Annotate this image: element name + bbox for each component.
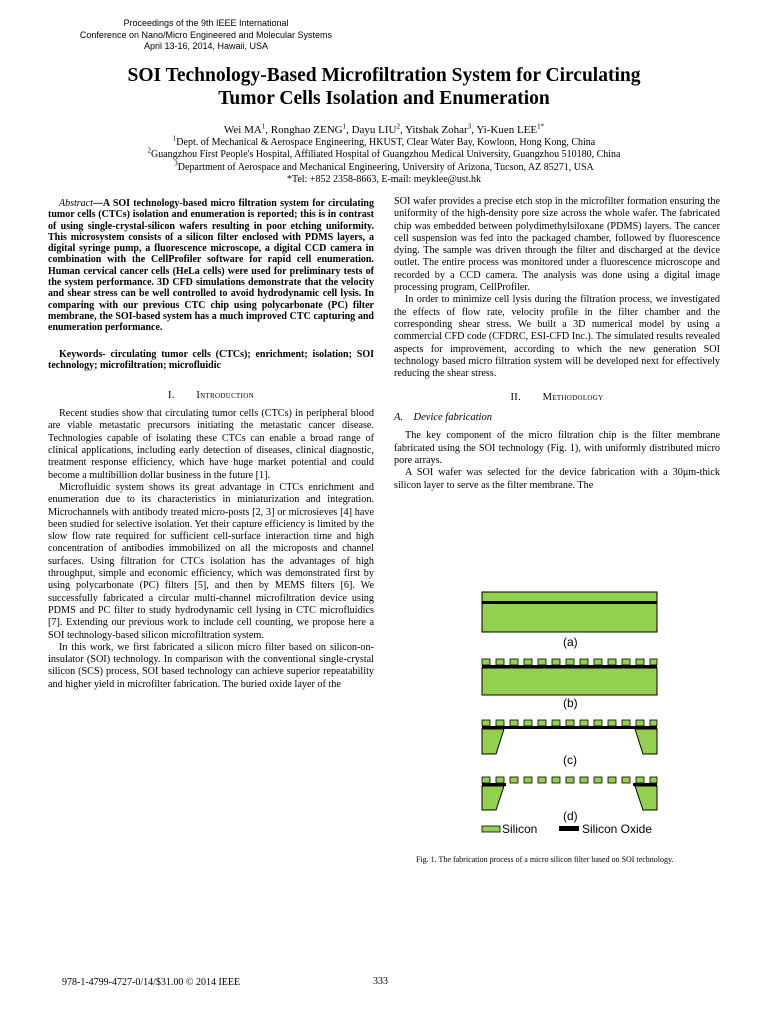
step-d-label: (d) bbox=[563, 809, 578, 823]
abstract-text: —A SOI technology-based micro filtration system for circulating tumor cells (CTCs) isolation and enumeration is reported; this is in contrast of using single-crystal-silicon wafers resulting in poor etching uniformity. This microsystem consists of a silicon filter enclosed with PDMS layers, a digital syringe pump, a fluorescence microscope, a digital CCD camera in combination with the CellProfiler software for rapid cell enumeration. Human cervical cancer cells (HeLa cells) were used for preliminary tests of the system performance. 3D CFD simulations demonstrate that the velocity and shear stress can be well controlled to avoid hydrodynamic cell lysis. In comparing with our previous CTC chip using polycarbonate (PC) filter membrane, the SOI-based system has a much improved CTC capturing and enumeration performance. bbox=[48, 198, 374, 334]
substrate-layer bbox=[482, 668, 657, 695]
legend-oxide-swatch bbox=[559, 826, 579, 831]
paragraph: SOI wafer provides a precise etch stop in the microfilter formation ensuring the uniformity of the high-density pore size across the whole wafer. The fabricated chip was embedded between polydimethylsiloxane (PDMS) layers. The cancer cell suspension was fed into the packaged chamber, followed by fluorescence dying. The sample was driven through the filter and discharged at the device outlet. The entire process was monitored under a fluorescence microscope and recorded by a CCD camera. The analysis was done using a digital image processing program, CellProfiler. bbox=[394, 196, 720, 294]
filter-membrane-segment bbox=[510, 777, 518, 783]
fabrication-process-figure bbox=[470, 584, 690, 840]
proceedings-line: Proceedings of the 9th IEEE International bbox=[123, 18, 289, 28]
author-name: Ronghao ZENG bbox=[270, 124, 343, 136]
step-c-label: (c) bbox=[563, 753, 577, 767]
subsection-heading: A. Device fabrication bbox=[394, 412, 492, 424]
filter-membrane-segment bbox=[566, 659, 574, 665]
step-b-diagram bbox=[482, 659, 657, 695]
author-name: Yi-Kuen LEE bbox=[476, 124, 538, 136]
paragraph: In order to minimize cell lysis during the filtration process, we investigated the effects of flow rate, velocity profile in the filter chamber and the corresponding shear stress. We built a 3D numerical model by using a commercial CFD code (CFDRC, ESI-CFD Inc.). The simulated results revealed aspects for improvement, according to which the new generation SOI technology based micro filtration system will be developed next for effectively reducing the shear stress. bbox=[394, 294, 720, 380]
proceedings-line: Conference on Nano/Micro Engineered and Molecular Systems bbox=[79, 29, 333, 40]
proceedings-header bbox=[56, 18, 356, 53]
filter-membrane-segment bbox=[580, 659, 588, 665]
proceedings-line: April 13-16, 2014, Hawaii, USA bbox=[143, 41, 269, 51]
substrate-right bbox=[635, 786, 657, 810]
paper-title bbox=[40, 64, 728, 110]
author-sup: 2 bbox=[396, 122, 400, 131]
author-sup: 1 bbox=[342, 122, 347, 131]
filter-membrane-segment bbox=[524, 659, 532, 665]
step-d-diagram bbox=[482, 777, 657, 810]
paragraph: In this work, we first fabricated a silicon micro filter based on silicon-on-insulator (SOI) technology. In comparison with the conventional single-crystal silicon (SCS) process, SOI based technology can achieve superior repeatability and higher yield in microfilter fabrication. The buried oxide layer of the bbox=[48, 641, 374, 690]
affiliation bbox=[40, 134, 728, 149]
affiliation-sup: 1 bbox=[172, 134, 177, 143]
filter-membrane-segment bbox=[496, 777, 504, 783]
figure-caption: Fig. 1. The fabrication process of a micro silicon filter based on SOI technology. bbox=[416, 855, 674, 864]
filter-membrane-segment bbox=[594, 720, 602, 726]
page-number: 333 bbox=[373, 976, 388, 987]
affiliation bbox=[40, 146, 728, 161]
substrate-left bbox=[482, 729, 504, 754]
paragraph: The key component of the micro filtration chip is the filter membrane fabricated using the SOI technology (Fig. 1), with uniformly distributed micro pore arrays. bbox=[394, 430, 720, 467]
affiliation-sup: 2 bbox=[147, 146, 151, 155]
filter-membrane-segment bbox=[566, 720, 574, 726]
filter-membrane-segment bbox=[552, 659, 560, 665]
filter-membrane-segment bbox=[552, 720, 560, 726]
filter-membrane-segment bbox=[636, 720, 644, 726]
filter-membrane-segment bbox=[580, 777, 588, 783]
filter-membrane-segment bbox=[608, 777, 616, 783]
filter-membrane-segment bbox=[496, 659, 504, 665]
abstract bbox=[48, 198, 374, 334]
filter-membrane-segment bbox=[524, 777, 532, 783]
silicon-layer bbox=[482, 592, 657, 632]
filter-membrane-segment bbox=[636, 659, 644, 665]
filter-membrane-segment bbox=[552, 777, 560, 783]
paragraph: A SOI wafer was selected for the device fabrication with a 30μm-thick silicon layer to serve as the filter membrane. The bbox=[394, 467, 720, 491]
filter-membrane-segment bbox=[482, 720, 490, 726]
oxide-layer bbox=[482, 665, 657, 668]
legend-silicon-label: Silicon bbox=[502, 822, 538, 836]
author-name: Yitshak Zohar bbox=[405, 124, 468, 136]
oxide-layer bbox=[482, 726, 657, 729]
contact-info: *Tel: +852 2358-8663, E-mail: meyklee@ust.hk bbox=[286, 173, 482, 185]
filter-membrane-segment bbox=[580, 720, 588, 726]
step-c-diagram bbox=[482, 720, 657, 754]
filter-membrane-segment bbox=[594, 777, 602, 783]
filter-membrane-segment bbox=[510, 720, 518, 726]
affiliation-text: Guangzhou First People's Hospital, Affiliated Hospital of Guangzhou Medical University, Guangzhou 510180, China bbox=[150, 149, 621, 161]
filter-membrane-segment bbox=[538, 659, 546, 665]
filter-membrane-segment bbox=[524, 720, 532, 726]
filter-membrane-segment bbox=[538, 777, 546, 783]
author-name: Dayu LIU bbox=[351, 124, 397, 136]
affiliation-text: Dept. of Mechanical & Aerospace Engineering, HKUST, Clear Water Bay, Kowloon, Hong Kong, China bbox=[176, 137, 596, 148]
section-heading-introduction: I. Introduction bbox=[168, 390, 254, 402]
author-names: Wei $MA^1$, Ronghao ZENG$^1$, Dayu LIU$^2$, Yitshak Zohar$^3$, Yi-Kuen $LEE^{1*}$ bbox=[223, 122, 545, 136]
step-a-diagram bbox=[482, 592, 657, 632]
legend-oxide-label: Silicon Oxide bbox=[582, 822, 653, 836]
filter-membrane-segment bbox=[636, 777, 644, 783]
oxide-layer bbox=[482, 601, 657, 604]
title-line: SOI Technology-Based Microfiltration System for Circulating bbox=[127, 65, 641, 86]
step-a-label: (a) bbox=[563, 635, 578, 649]
filter-membrane-segment bbox=[482, 777, 490, 783]
filter-membrane-segment bbox=[650, 659, 657, 665]
author-name: Wei MA bbox=[223, 124, 262, 136]
filter-membrane-segment bbox=[622, 777, 630, 783]
substrate-right bbox=[635, 729, 657, 754]
filter-membrane-segment bbox=[650, 720, 657, 726]
affiliation-text: Department of Aerospace and Mechanical Engineering, University of Arizona, Tucson, AZ 85271, USA bbox=[177, 161, 594, 173]
filter-membrane-segment bbox=[594, 659, 602, 665]
author-block bbox=[40, 123, 728, 186]
filter-membrane-segment bbox=[650, 777, 657, 783]
filter-membrane-segment bbox=[482, 659, 490, 665]
filter-membrane-segment bbox=[566, 777, 574, 783]
right-column bbox=[394, 196, 720, 492]
author-sup: 3 bbox=[467, 122, 472, 131]
section-heading-methodology: II. Methodology bbox=[510, 392, 604, 404]
filter-membrane-segment bbox=[622, 720, 630, 726]
copyright-footer: 978-1-4799-4727-0/14/$31.00 © 2014 IEEE bbox=[62, 977, 241, 988]
legend-silicon-swatch bbox=[482, 826, 500, 832]
paragraph: Microfluidic system shows its great advantage in CTCs enrichment and enumeration due to its characteristics in miniaturization and integration. Microchannels with antibody treated micro-posts [2, 3] or microsieves [4] have been studied for selective isolation. Yet their capture efficiency is limited by the slow flow rate required for sufficient cell-surface interaction time and high concentration of antibodies immobilized on all the microposts and channel surfaces. Using filtration for CTCs isolation has the advantages of high throughput, simple and economic efficiency, which was demonstrated first by using polycarbonate (PC) filters [5], and then by MEMS filters [6]. We successfully fabricated a circular multi-channel microfiltration device using PDMS and PC filter to study hydrodynamic cell lysing in CTC microfluidics [7]. Extending our previous work to include cell counting, we propose here a SOI technology-based silicon microfiltration system. bbox=[48, 481, 374, 641]
author-sup: 1 bbox=[261, 122, 266, 131]
author-sup: 1* bbox=[537, 122, 545, 131]
abstract-label: Abstract bbox=[59, 198, 93, 209]
left-column bbox=[48, 198, 374, 691]
filter-membrane-segment bbox=[622, 659, 630, 665]
paragraph: Recent studies show that circulating tumor cells (CTCs) in peripheral blood are viable metastatic precursors initiating the metastatic cancer disease. Technologies capable of isolating these CTCs can enable a broad range of clinical applications, including early detection of diseases, clinical diagnostic, treatment response efficiency, which have huge market potential and could become a multibillion dollar business in the future [1]. bbox=[48, 408, 374, 481]
keywords: Keywords- circulating tumor cells (CTCs); enrichment; isolation; SOI technology; microfiltration; microfluidic bbox=[48, 348, 374, 371]
step-b-label: (b) bbox=[563, 696, 578, 710]
affiliation bbox=[40, 159, 728, 174]
filter-membrane-segment bbox=[608, 659, 616, 665]
filter-membrane-segment bbox=[538, 720, 546, 726]
filter-membrane-segment bbox=[608, 720, 616, 726]
affiliation-sup: 3 bbox=[174, 159, 178, 168]
filter-membrane-segment bbox=[496, 720, 504, 726]
title-line: Tumor Cells Isolation and Enumeration bbox=[218, 88, 550, 109]
filter-membrane-segment bbox=[510, 659, 518, 665]
substrate-left bbox=[482, 786, 504, 810]
